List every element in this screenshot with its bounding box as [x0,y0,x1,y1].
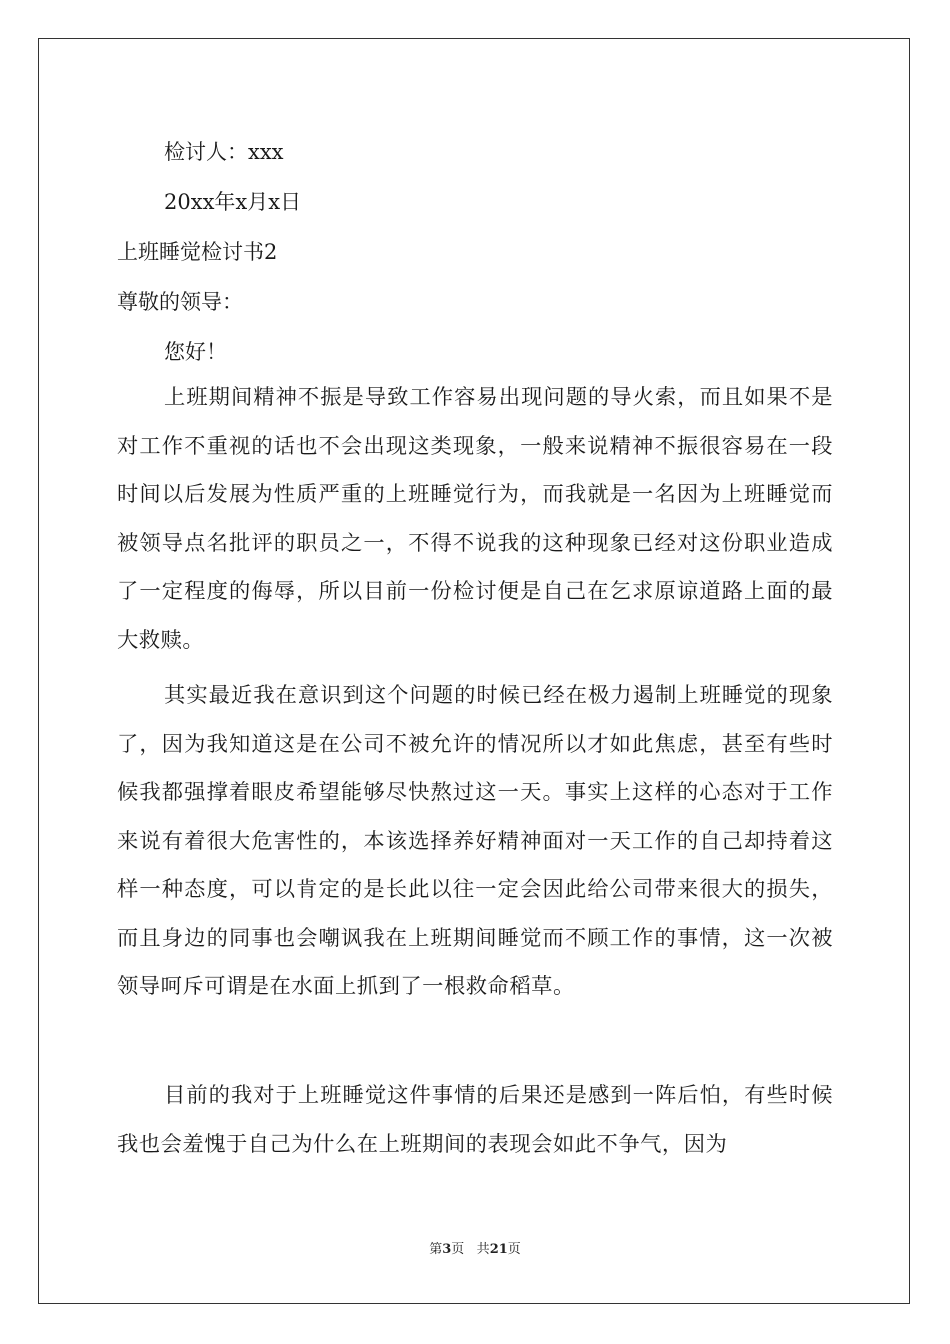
paragraph-3: 目前的我对于上班睡觉这件事情的后果还是感到一阵后怕，有些时候我也会羞愧于自己为什么在上班期间的表现会如此不争气，因为 [117,1083,833,1157]
total-pages-number: 21 [489,1242,508,1257]
total-unit: 页 [507,1242,521,1257]
page-prefix: 第 [429,1242,443,1257]
page-unit: 页 [451,1242,465,1257]
signer-line: 检讨人：xxx [164,140,284,164]
paragraph-1: 上班期间精神不振是导致工作容易出现问题的导火索，而且如果不是对工作不重视的话也不会出现这类现象，一般来说精神不振很容易在一段时间以后发展为性质严重的上班睡觉行为，而我就是一名因为上班睡觉而被领导点名批评的职员之一，不得不说我的这种现象已经对这份职业造成了一定程度的侮辱，所以目前一份检讨便是自己在乞求原谅道路上面的最大救赎。 [117,385,833,653]
page-footer [0,1238,950,1257]
current-page-number: 3 [442,1242,452,1257]
paragraph-2: 其实最近我在意识到这个问题的时候已经在极力遏制上班睡觉的现象了，因为我知道这是在公司不被允许的情况所以才如此焦虑，甚至有些时候我都强撑着眼皮希望能够尽快熬过这一天。事实上这样的心态对于工作来说有着很大危害性的，本该选择养好精神面对一天工作的自己却持着这样一种态度，可以肯定的是长此以往一定会因此给公司带来很大的损失，而且身边的同事也会嘲讽我在上班期间睡觉而不顾工作的事情，这一次被领导呵斥可谓是在水面上抓到了一根救命稻草。 [117,683,833,999]
date-line: 20xx年x月x日 [164,190,302,214]
document-title: 上班睡觉检讨书2 [117,240,278,264]
salutation: 尊敬的领导： [117,290,243,314]
total-prefix: 共 [476,1242,490,1257]
greeting: 您好！ [164,340,227,364]
